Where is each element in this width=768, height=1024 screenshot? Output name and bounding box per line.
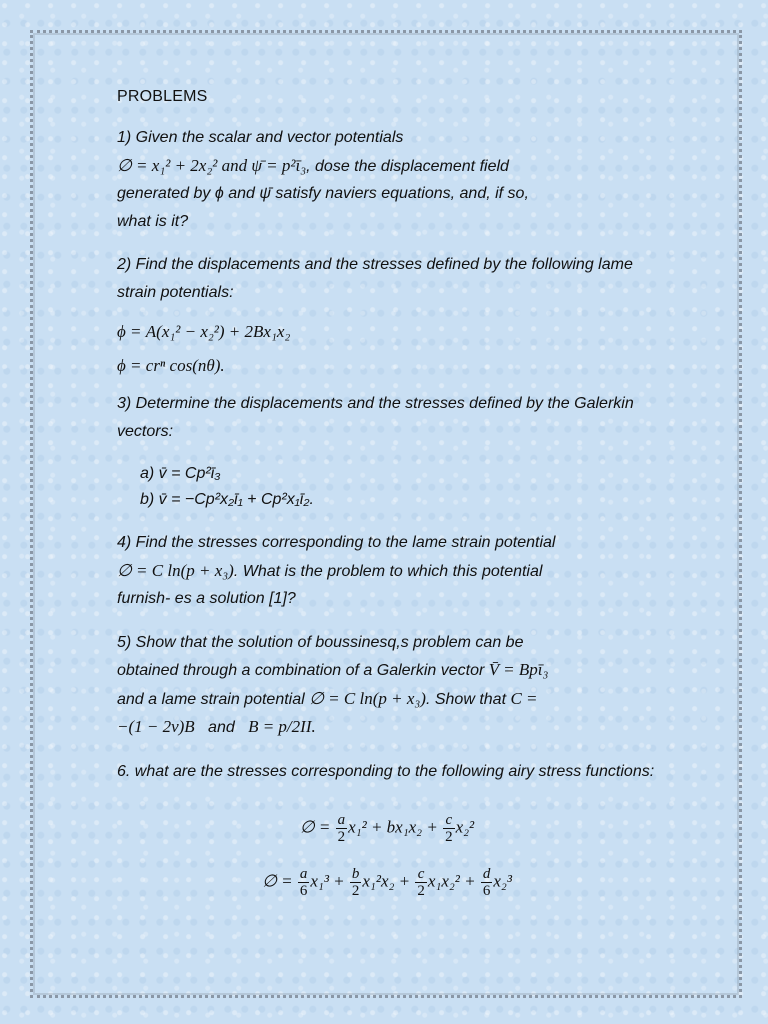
problem-5-line1: 5) Show that the solution of boussinesq,s problem can be — [117, 633, 524, 651]
airy-function-1 — [117, 812, 657, 845]
problem-5-line3-text2: . Show that — [425, 690, 511, 708]
airy-2-frac-d-num: d — [482, 866, 491, 882]
airy-2-frac-c-num: c — [417, 866, 425, 882]
problem-5-b-value: B = p/2II. — [248, 717, 316, 736]
problem-3: 3) Determine the displacements and the stresses defined by the Galerkin vectors: — [117, 395, 634, 440]
problem-2-equation-1: ϕ = A(x₁² − x₂²) + 2Bx₁x₂ — [117, 322, 291, 341]
airy-1-frac-c-den: 2 — [445, 829, 453, 845]
problem-5-line2 — [117, 656, 657, 685]
airy-1-fraction-c — [443, 812, 455, 845]
airy-1-frac-c-num: c — [445, 812, 453, 828]
problem-1-equation: ∅ = x₁² + 2x₂² and ψ̄ = p²ῑ₃ — [117, 155, 307, 175]
airy-2-frac-a-den: 6 — [299, 883, 308, 899]
problem-4 — [117, 529, 657, 613]
problem-4-equation: ∅ = C ln(p + x₃) — [117, 560, 234, 580]
airy-2-term-2: x₁²x₂ + — [362, 871, 411, 891]
airy-2-term-1: x₁³ + — [310, 871, 345, 891]
airy-1-fraction-a — [336, 812, 348, 845]
page-title: PROBLEMS — [117, 88, 208, 105]
airy-2-frac-a-num: a — [299, 866, 308, 882]
problem-5-line4 — [117, 713, 657, 742]
airy-2-frac-c-den: 2 — [417, 883, 425, 899]
problem-5 — [117, 629, 657, 742]
airy-2-frac-d-den: 6 — [482, 883, 491, 899]
problem-1-tail: , dose the displacement field — [306, 157, 509, 175]
problem-5-c-lhs: C = — [510, 688, 538, 708]
airy-2-fraction-b — [350, 866, 362, 899]
problem-5-c-value: −(1 − 2v)B — [117, 717, 195, 736]
problem-3-item-b: b) v̄ = −Cp²x₂ῑ₁ + Cp²x₁ῑ₂. — [140, 491, 314, 508]
problem-2: 2) Find the displacements and the stresses defined by the following lame strain potentials: — [117, 256, 633, 301]
problem-1 — [117, 124, 657, 235]
problem-4-line2-text: . What is the problem to which this potential — [233, 562, 543, 580]
airy-1-term-2: x₂² — [455, 817, 475, 837]
airy-2-frac-b-num: b — [351, 866, 360, 882]
airy-2-fraction-c — [415, 866, 427, 899]
problem-1-line3: generated by ϕ and ψ̄ satisfy naviers equations, and, if so, — [117, 185, 529, 202]
airy-function-2 — [117, 866, 657, 899]
airy-2-term-4: x₂³ — [493, 871, 512, 891]
problem-1-line2 — [117, 152, 657, 181]
airy-2-fraction-d — [481, 866, 493, 899]
airy-1-frac-a-num: a — [337, 812, 346, 828]
problem-1-intro: 1) Given the scalar and vector potentials — [117, 129, 404, 146]
airy-1-frac-a-den: 2 — [337, 829, 346, 845]
problem-4-line3: furnish- es a solution [1]? — [117, 590, 296, 607]
problem-4-line1: 4) Find the stresses corresponding to the lame strain potential — [117, 534, 556, 551]
airy-1-lhs: ∅ = — [299, 817, 331, 837]
problem-5-line2-text: obtained through a combination of a Galerkin vector — [117, 662, 489, 679]
problem-2-equation-2: ϕ = crⁿ cos(nθ). — [117, 356, 225, 375]
problem-5-line3-text: and a lame strain potential — [117, 690, 310, 708]
problem-5-strain-potential: ∅ = C ln(p + x₃) — [309, 688, 426, 708]
airy-2-lhs: ∅ = — [262, 871, 293, 891]
problem-5-line3 — [117, 685, 657, 714]
airy-2-term-3: x₁x₂² + — [427, 871, 476, 891]
airy-2-frac-b-den: 2 — [351, 883, 360, 899]
airy-1-term-1: x₁² + bx₁x₂ + — [348, 817, 438, 837]
problem-5-and: and — [194, 719, 249, 736]
document-page — [117, 88, 657, 801]
problem-1-line4: what is it? — [117, 212, 189, 230]
problem-3-item-a: a) v̄ = Cp²ῑ₃ — [140, 465, 221, 482]
problem-4-line2 — [117, 557, 657, 586]
problem-5-galerkin-vector: V̄ = Bpῑ₃ — [488, 660, 549, 679]
airy-2-fraction-a — [298, 866, 310, 899]
problem-3-vectors — [117, 461, 657, 513]
problem-6: 6. what are the stresses corresponding to the following airy stress functions: — [117, 762, 655, 780]
